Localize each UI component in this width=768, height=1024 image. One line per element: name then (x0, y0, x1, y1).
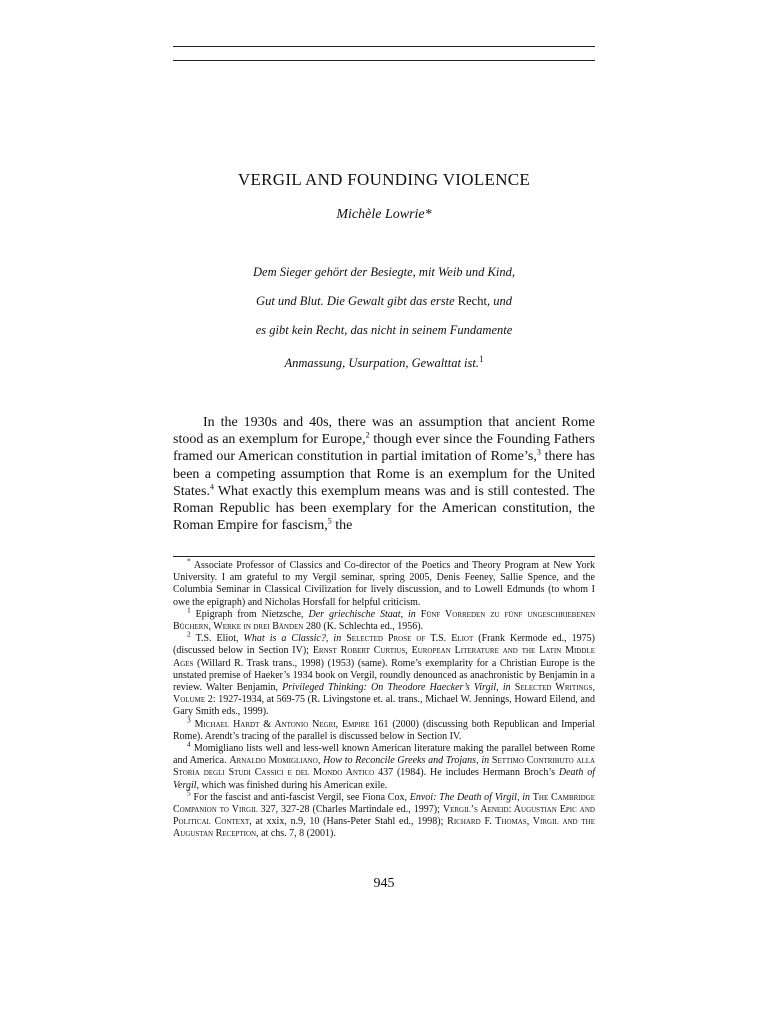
footnote-text: in (333, 633, 342, 645)
footnote-text: Selected Writings, Volume 2: 1927-1934 (173, 682, 595, 706)
footnote-separator (173, 556, 595, 557)
footnote-text: Fünf Vorreden zu fünf ungeschriebenen Büchern, Werke in drei Bänden (173, 608, 596, 633)
footnote-text: in (522, 791, 531, 803)
epigraph-line-2c: , und (486, 294, 512, 308)
footnote-text: 437 (1984). He includes Hermann Broch’s (374, 767, 559, 779)
epigraph-line-2a: Gut und Blut. Die Gewalt gibt das erste (256, 294, 458, 308)
footnote-ref-1: 1 (478, 354, 484, 364)
footnote-text: , at 569-75 (R. Livingstone et. al. trans., Michael W. Jennings, Howard Eilend, and Gary Smith eds., 1999). (173, 694, 595, 718)
footnote-text: Death of Vergil (173, 767, 595, 791)
footnote-text: Envoi: The Death of Virgil (409, 791, 517, 803)
epigraph (173, 258, 595, 378)
epigraph-line-2 (173, 287, 595, 316)
footnote-text: What is a Classic? (243, 633, 326, 645)
footnote-ref-2: 2 (365, 430, 370, 440)
body-text-5: the (331, 518, 353, 534)
footnote-ref-5: 5 (327, 516, 332, 526)
footnote-text: 161 (2000) (discussing both Republican and Imperial Rome). Arendt’s tracing of the parallel is discussed below in Section IV. (173, 718, 595, 742)
page-number: 945 (373, 876, 395, 891)
footnotes (173, 556, 596, 841)
body-text-1: In the 1930s and 40s, there was an assumption that ancient Rome stood as an exemplum for Europe, (173, 415, 595, 448)
footnote-mark: 1 (187, 605, 191, 615)
footnote-2 (173, 629, 596, 718)
footnote-text: For the fascist and anti-fascist Vergil, see Fiona Cox, (190, 791, 410, 803)
footnote-text: Der griechische Staat (308, 608, 401, 620)
body-paragraph (173, 414, 595, 534)
footnote-mark: 3 (187, 715, 191, 725)
footnote-mark: * (187, 556, 191, 566)
footnote-text: T.S. Eliot, (190, 633, 244, 645)
footnote-text: 327, 327-28 (Charles Martindale ed., 1997); (257, 804, 443, 816)
footnote-text: , (516, 791, 523, 803)
footnote-text: Momigliano lists well and less-well known American literature making the parallel between Rome and America. (173, 743, 595, 767)
footnote-text: , (400, 608, 409, 620)
footnote-text: How to Reconcile Greeks and Trojans (323, 755, 477, 767)
footnote-text: , at xxix, n.9, 10 (Hans-Peter Stahl ed., 1998); (249, 816, 448, 828)
footnote-text: The Cambridge Companion to Virgil (173, 791, 596, 816)
footnote-3 (173, 715, 595, 743)
body-text-3: there has been a competing assumption that Rome is an exemplum for the United States. (173, 449, 595, 499)
epigraph-line-3: es gibt kein Recht, das nicht in seinem Fundamente (255, 323, 513, 337)
footnote-text: in (481, 755, 490, 767)
footnote-text: Privileged Thinking: On Theodore Haecker’s Virgil (282, 682, 497, 694)
header-rule-top (173, 46, 595, 47)
footnote-text: 280 (K. Schlechta ed., 1956). (303, 621, 424, 633)
body-text-2: though ever since the Founding Fathers framed our American constitution in partial imitation of Rome’s, (173, 432, 595, 465)
footnote-text: in (408, 608, 416, 620)
footnote-1 (173, 605, 596, 633)
footnote-text: Richard F. Thomas, Virgil and the Augustan Reception (173, 816, 596, 840)
footnote-text: (Frank Kermode ed., 1975) (discussed below in Section IV); (173, 633, 596, 657)
body-text-4: What exactly this exemplum means was and is still contested. The Roman Republic has been exemplary for the American constitution, the Roman Empire for fascism, (173, 483, 595, 534)
footnote-text: , (476, 755, 482, 767)
epigraph-line-4 (173, 345, 595, 378)
footnote-text: , (325, 633, 334, 645)
epigraph-line-1: Dem Sieger gehört der Besiegte, mit Weib und Kind, (253, 265, 515, 279)
footnote-mark: 5 (187, 788, 191, 798)
footnote-text: Michael Hardt & Antonio Negri, Empire (194, 718, 370, 730)
footnote-ref-3: 3 (536, 447, 541, 457)
epigraph-recht: Recht (457, 294, 487, 308)
header-rule-bottom (173, 60, 595, 61)
footnote-text: Selected Prose of T.S. Eliot (346, 633, 474, 645)
footnote-text: , which was finished during his American exile. (196, 779, 388, 791)
footnote-author (173, 556, 595, 609)
footnote-text: Arnaldo Momigliano (229, 755, 318, 767)
footnote-text: in (502, 682, 511, 694)
footnote-text: , at chs. 7, 8 (2001). (256, 828, 336, 840)
footnote-text: Settimo Contributo alla Storia degli Studi Cassici e del Mondo Antico (173, 755, 596, 779)
footnote-text: , (317, 755, 324, 767)
footnote-text: Vergil’s Aeneid: Augustian Epic and Political Context (173, 804, 595, 828)
footnote-ref-4: 4 (209, 482, 214, 492)
author-name-text: Michèle Lowrie (336, 207, 425, 222)
footnote-text: Associate Professor of Classics and Co-director of the Poetics and Theory Program at New York University. I am grateful to my Vergil seminar, spring 2005, Denis Feeney, Sallie Spence, and the Columbia Seminar in Classical Civilization for lively discussion, and to Lowell Edmunds (to whom I owe the epigraph) and Nicholas Horsfall for helpful criticism. (173, 560, 595, 608)
footnote-4 (173, 739, 596, 792)
author-footnote-mark: * (424, 207, 432, 222)
author-name (0, 207, 768, 223)
epigraph-line-4-text: Anmassung, Usurpation, Gewalttat ist. (284, 356, 479, 371)
footnote-mark: 4 (187, 739, 191, 749)
footnote-text: (Willard R. Trask trans., 1998) (1953) (same). Rome’s exemplarity for a Christian Europe is the unstated premise of Haeker’s 1934 book on Vergil, roundly denounced as anachronistic by Benjamin in a review. Walter Benjamin, (173, 657, 595, 694)
article-title: VERGIL AND FOUNDING VIOLENCE (237, 170, 531, 189)
footnote-5 (173, 788, 596, 841)
footnote-mark: 2 (187, 629, 191, 639)
footnote-text: Epigraph from Nietzsche, (190, 608, 309, 620)
footnote-text: , (496, 682, 503, 694)
footnote-text: Ernst Robert Curtius, European Literature and the Latin Middle Ages (173, 645, 595, 669)
